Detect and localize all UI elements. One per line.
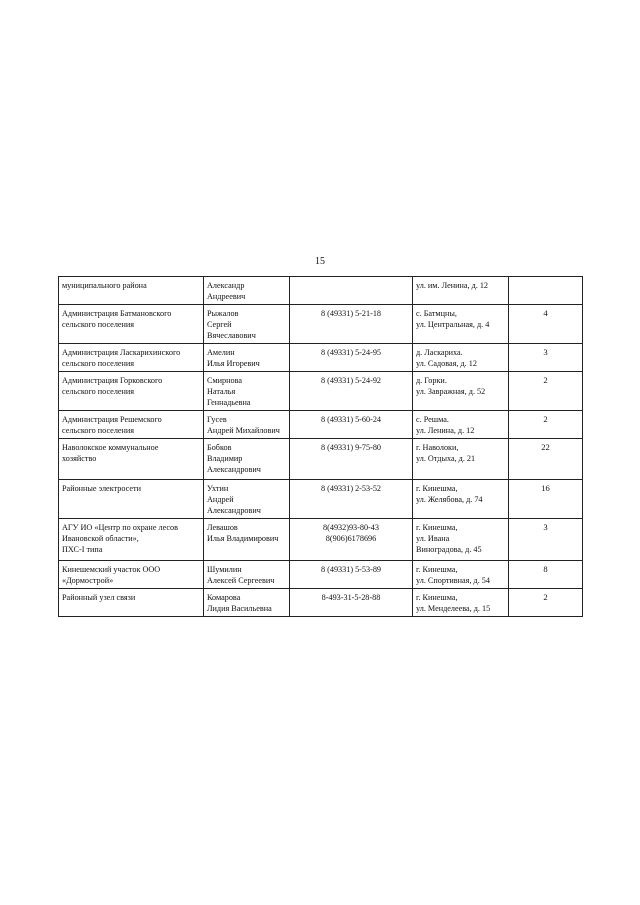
staff-count: 8 (543, 564, 548, 574)
organization-text: Наволокское коммунальное (62, 443, 159, 452)
phone-text: 8 (49331) 2-53-52 (320, 484, 382, 493)
contact-person-cell (204, 372, 290, 411)
organization-text: Кинешемский участок ООО (62, 565, 161, 574)
organization-text: сельского поселения (62, 426, 135, 435)
contact-person-text: Амелин (207, 348, 235, 357)
phone-cell (290, 277, 413, 305)
organization-cell (59, 589, 204, 617)
contact-person-cell (204, 344, 290, 372)
phone-text: 8(906)6178696 (325, 534, 377, 543)
staff-count: 16 (541, 483, 550, 493)
address-cell (413, 519, 509, 561)
organization-cell (59, 277, 204, 305)
organization-text: Районный узел связи (62, 593, 136, 602)
address-cell (413, 561, 509, 589)
contact-person-text: Владимир (207, 454, 243, 463)
address-text: Виноградова, д. 45 (416, 545, 482, 554)
contact-person-text: Бобков (207, 443, 232, 452)
address-text: г. Кинешма, (416, 523, 458, 532)
contact-person-text: Илья Игоревич (207, 359, 260, 368)
table-row (59, 411, 583, 439)
address-text: ул. Завражная, д. 52 (416, 387, 486, 396)
contact-person-text: Лидия Васильевна (207, 604, 272, 613)
address-cell (413, 344, 509, 372)
contact-person-cell (204, 480, 290, 519)
contact-person-text: Александр (207, 281, 245, 290)
contact-person-text: Геннадьевна (207, 398, 251, 407)
table-row (59, 372, 583, 411)
organization-cell (59, 439, 204, 480)
page-number: 15 (315, 256, 325, 267)
organization-cell (59, 411, 204, 439)
phone-text: 8 (49331) 5-24-92 (320, 376, 382, 385)
phone-text: 8 (49331) 9-75-80 (320, 443, 382, 452)
staff-count-cell (509, 411, 583, 439)
phone-cell (290, 372, 413, 411)
table-row (59, 519, 583, 561)
phone-cell (290, 589, 413, 617)
phone-text: 8 (49331) 5-24-95 (320, 348, 382, 357)
organization-cell (59, 344, 204, 372)
contact-person-text: Андрей (207, 495, 234, 504)
table-row (59, 589, 583, 617)
organization-cell (59, 305, 204, 344)
phone-text: 8 (49331) 5-53-89 (320, 565, 382, 574)
contact-person-text: Наталья (207, 387, 236, 396)
organization-text: Ивановской области», (62, 534, 139, 543)
contact-person-cell (204, 411, 290, 439)
organization-text: Районные электросети (62, 484, 141, 493)
address-cell (413, 589, 509, 617)
address-cell (413, 372, 509, 411)
table-row (59, 439, 583, 480)
table-row (59, 480, 583, 519)
phone-text: 8-493-31-5-28-88 (321, 593, 381, 602)
contact-person-text: Ухтин (207, 484, 229, 493)
staff-count-cell (509, 277, 583, 305)
phone-cell (290, 305, 413, 344)
address-cell (413, 305, 509, 344)
organization-text: ПХС-I типа (62, 545, 103, 554)
staff-count: 2 (543, 592, 548, 602)
organization-cell (59, 372, 204, 411)
organization-text: Администрация Ласкарихинского (62, 348, 181, 357)
contact-person-text: Вячеславович (207, 331, 256, 340)
phone-cell (290, 480, 413, 519)
contact-person-cell (204, 305, 290, 344)
contact-person-text: Сергей (207, 320, 232, 329)
address-cell (413, 439, 509, 480)
staff-count-cell (509, 519, 583, 561)
phone-cell (290, 439, 413, 480)
address-text: ул. им. Ленина, д. 12 (416, 281, 489, 290)
contact-person-cell (204, 561, 290, 589)
contact-person-text: Андрей Михайлович (207, 426, 280, 435)
staff-count: 22 (541, 442, 550, 452)
address-text: г. Наволоки, (416, 443, 459, 452)
organization-text: муниципального района (62, 281, 147, 290)
address-text: с. Решма. (416, 415, 449, 424)
address-cell (413, 411, 509, 439)
staff-count-cell (509, 480, 583, 519)
address-cell (413, 277, 509, 305)
contact-person-text: Гусев (207, 415, 227, 424)
phone-cell (290, 561, 413, 589)
staff-count-cell (509, 305, 583, 344)
address-text: ул. Спортивная, д. 54 (416, 576, 490, 585)
contacts-table-body (59, 277, 583, 617)
contact-person-cell (204, 589, 290, 617)
contact-person-text: Илья Владимирович (207, 534, 279, 543)
staff-count: 3 (543, 522, 548, 532)
organization-text: «Дормострой» (62, 576, 114, 585)
table-row (59, 305, 583, 344)
staff-count: 2 (543, 375, 548, 385)
contact-person-cell (204, 277, 290, 305)
address-text: ул. Центральная, д. 4 (416, 320, 490, 329)
address-text: ул. Ленина, д. 12 (416, 426, 475, 435)
table-row (59, 277, 583, 305)
table-row (59, 561, 583, 589)
organization-text: Администрация Решемского (62, 415, 162, 424)
contact-person-text: Александрович (207, 465, 261, 474)
phone-cell (290, 411, 413, 439)
phone-text: 8 (49331) 5-21-18 (320, 309, 382, 318)
address-text: ул. Садовая, д. 12 (416, 359, 477, 368)
staff-count-cell (509, 372, 583, 411)
organization-cell (59, 561, 204, 589)
staff-count-cell (509, 589, 583, 617)
address-text: ул. Желябова, д. 74 (416, 495, 483, 504)
organization-text: АГУ ИО «Центр по охране лесов (62, 523, 179, 532)
address-cell (413, 480, 509, 519)
organization-text: Администрация Батмановского (62, 309, 172, 318)
staff-count-cell (509, 344, 583, 372)
phone-cell (290, 519, 413, 561)
staff-count-cell (509, 561, 583, 589)
phone-cell (290, 344, 413, 372)
organization-text: хозяйство (62, 454, 97, 463)
contact-person-cell (204, 439, 290, 480)
contact-person-cell (204, 519, 290, 561)
address-text: ул. Отдыха, д. 21 (416, 454, 476, 463)
address-text: с. Батмцны, (416, 309, 457, 318)
address-text: ул. Ивана (416, 534, 450, 543)
contact-person-text: Смирнова (207, 376, 242, 385)
table-row (59, 344, 583, 372)
contacts-table (58, 276, 583, 617)
phone-text: 8(4932)93-80-43 (323, 523, 379, 532)
staff-count: 4 (543, 308, 548, 318)
contact-person-text: Комарова (207, 593, 241, 602)
organization-cell (59, 519, 204, 561)
contact-person-text: Шумилин (207, 565, 242, 574)
organization-text: Администрация Горковского (62, 376, 163, 385)
organization-text: сельского поселения (62, 320, 135, 329)
address-text: г. Кинешма, (416, 565, 458, 574)
staff-count-cell (509, 439, 583, 480)
staff-count: 2 (543, 414, 548, 424)
contact-person-text: Левашов (207, 523, 238, 532)
contact-person-text: Рыжалов (207, 309, 239, 318)
contact-person-text: Александрович (207, 506, 261, 515)
organization-text: сельского поселения (62, 387, 135, 396)
address-text: д. Ласкариха. (416, 348, 463, 357)
staff-count: 3 (543, 347, 548, 357)
contact-person-text: Андреевич (207, 292, 246, 301)
address-text: г. Кинешма, (416, 484, 458, 493)
address-text: д. Горки. (416, 376, 447, 385)
organization-text: сельского поселения (62, 359, 135, 368)
organization-cell (59, 480, 204, 519)
address-text: г. Кинешма, (416, 593, 458, 602)
contact-person-text: Алексей Сергеевич (207, 576, 275, 585)
phone-text: 8 (49331) 5-60-24 (320, 415, 382, 424)
address-text: ул. Менделеева, д. 15 (416, 604, 491, 613)
